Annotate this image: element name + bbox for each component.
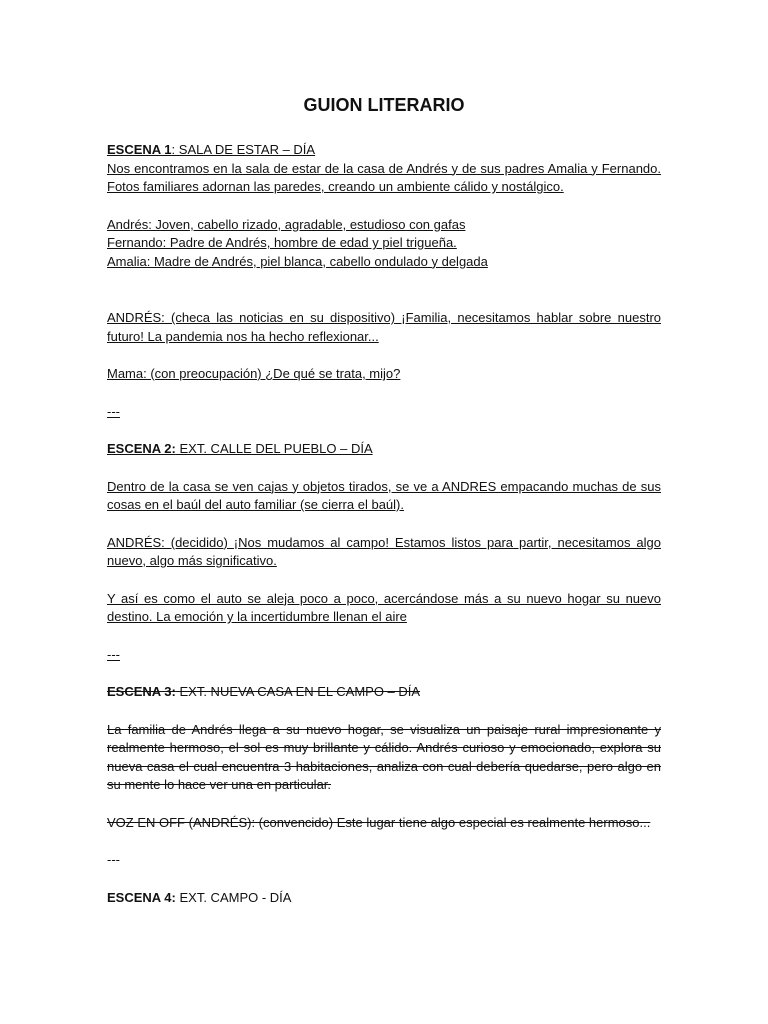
scene-1-dialogue-andres: ANDRÉS: (checa las noticias en su dispositivo) ¡Familia, necesitamos hablar sobre nuestro futuro! La pandemia nos ha hecho reflexionar... (107, 310, 661, 344)
scene-2-heading-label: ESCENA 2: (107, 441, 176, 456)
scene-3-description: La familia de Andrés llega a su nuevo hogar, se visualiza un paisaje rural impresionante y realmente hermoso, el sol es muy brillante y cálido. Andrés curioso y emocionado, explora su nueva casa el cual encuentra 3 habitaciones, analiza con cual debería quedarse, pero algo en su mente lo hace ver una en particular. (107, 721, 661, 792)
scene-3-heading-text: EXT. NUEVA CASA EN EL CAMPO – DÍA (175, 684, 421, 699)
scene-3-voiceover: VOZ EN OFF (ANDRÉS): (convencido) Este lugar tiene algo especial es realmente hermoso... (107, 814, 651, 830)
scene-3-heading (107, 683, 661, 702)
scene-2-narration: Y así es como el auto se aleja poco a poco, acercándose más a su nuevo hogar su nuevo destino. La emoción y la incertidumbre llenan el aire (107, 590, 661, 624)
scene-4-heading (107, 889, 661, 908)
scene-1-description: Nos encontramos en la sala de estar de la casa de Andrés y de sus padres Amalia y Fernando. Fotos familiares adornan las paredes, creando un ambiente cálido y nostálgico. (107, 160, 661, 194)
document-body (107, 141, 661, 907)
scene-2-description: Dentro de la casa se ven cajas y objetos tirados, se ve a ANDRES empacando muchas de sus cosas en el baúl del auto familiar (se cierra el baúl). (107, 478, 661, 512)
separator-3: --- (107, 852, 120, 867)
scene-4-heading-label: ESCENA 4: (107, 889, 176, 905)
character-fernando: Fernando: Padre de Andrés, hombre de edad y piel trigueña. (107, 235, 457, 250)
scene-1-heading (107, 141, 661, 160)
document-title: GUION LITERARIO (303, 95, 465, 115)
character-andres: Andrés: Joven, cabello rizado, agradable, estudioso con gafas (107, 216, 466, 232)
character-amalia: Amalia: Madre de Andrés, piel blanca, cabello ondulado y delgada (107, 253, 488, 269)
scene-1-dialogue-mama: Mama: (con preocupación) ¿De qué se trata, mijo? (107, 366, 401, 381)
scene-2-heading-text: EXT. CALLE DEL PUEBLO – DÍA (175, 441, 373, 456)
separator-2: --- (107, 646, 120, 662)
scene-4-heading-text: EXT. CAMPO - DÍA (175, 889, 292, 905)
scene-3-heading-label: ESCENA 3: (107, 684, 176, 699)
scene-2-heading (107, 440, 661, 459)
scene-2-dialogue-andres: ANDRÉS: (decidido) ¡Nos mudamos al campo! Estamos listos para partir, necesitamos algo nuevo, algo más significativo. (107, 534, 661, 568)
scene-1-heading-text: : SALA DE ESTAR – DÍA (171, 142, 316, 157)
separator-1: --- (107, 403, 120, 419)
scene-1-heading-label: ESCENA 1 (107, 142, 172, 157)
